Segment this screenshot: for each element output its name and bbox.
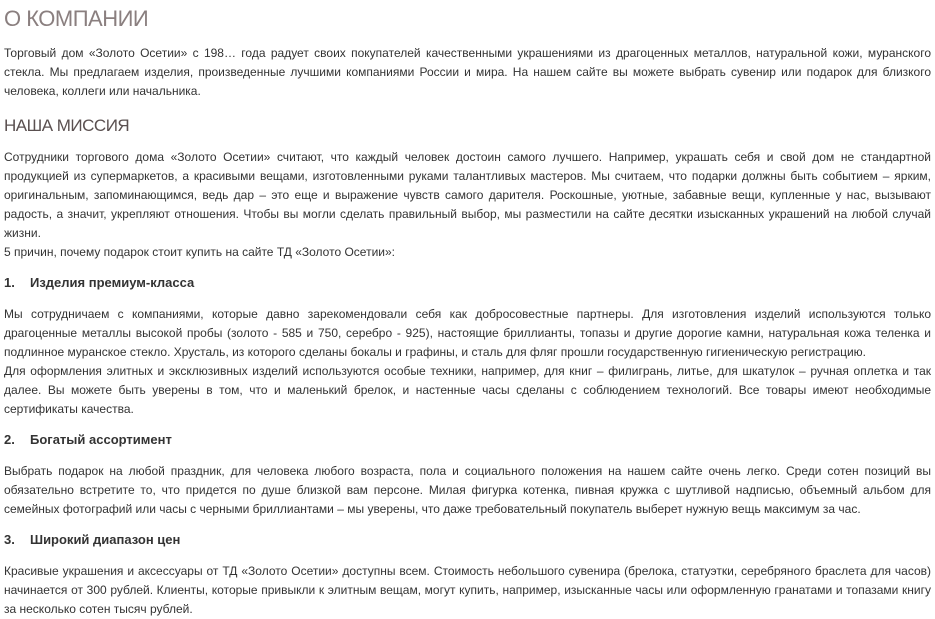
reason-title: Изделия премиум-класса xyxy=(30,275,195,290)
reason-1-paragraph-1: Мы сотрудничаем с компаниями, которые давно зарекомендовали себя как добросовестные партнеры. Для изготовления изделий используются только драгоценные металлы высокой пробы (золото - 585 и 750, серебро - 925), настоящие бриллианты, топазы и другие дорогие камни, натуральная кожа теленка и подлинное муранское стекло. Хрусталь, из которого сделаны бокалы и графины, и сталь для фляг прошли государственную гигиеническую регистрацию. xyxy=(4,307,931,359)
mission-heading: НАША МИССИЯ xyxy=(4,116,130,135)
reason-number: 1. xyxy=(4,275,15,290)
mission-paragraph: Сотрудники торгового дома «Золото Осетии» считают, что каждый человек достоин самого лучшего. Например, украшать себя и свой дом не стандартной продукцией из супермаркетов, а красивыми вещами, изготовленными руками талантливых мастеров. Мы считаем, что подарки должны быть событием – ярким, оригинальным, запоминающимся, ведь дар – это еще и выражение чувств самого дарителя. Роскошные, уютные, забавные вещи, купленные у нас, вызывают радость, а значит, укрепляют отношения. Чтобы вы могли сделать правильный выбор, мы разместили на сайте десятки изысканных украшений на любой случай жизни. xyxy=(4,150,931,240)
reason-heading-3 xyxy=(4,531,931,549)
reason-2-paragraph-1: Выбрать подарок на любой праздник, для человека любого возраста, пола и социального положения на нашем сайте очень легко. Среди сотен позиций вы обязательно встретите то, что придется по душе близкой вам персоне. Милая фигурка котенка, пивная кружка с шутливой надписью, объемный альбом для семейных фотографий или часы с черными бриллиантами – мы уверены, что даже требовательный покупатель выберет нужную вещь максимум за час. xyxy=(4,464,931,516)
page-title: О КОМПАНИИ xyxy=(4,6,149,31)
reason-heading-2 xyxy=(4,431,931,449)
reason-title: Богатый ассортимент xyxy=(30,432,172,447)
reason-3-paragraph-1: Красивые украшения и аксессуары от ТД «Золото Осетии» доступны всем. Стоимость небольшого сувенира (брелока, статуэтки, серебряного браслета для часов) начинается от 300 рублей. Клиенты, которые привыкли к элитным вещам, могут купить, например, изысканные часы или оформленную гранатами и топазами книгу за несколько сотен тысяч рублей. xyxy=(4,564,931,616)
reason-number: 2. xyxy=(4,432,15,447)
reasons-intro: 5 причин, почему подарок стоит купить на сайте ТД «Золото Осетии»: xyxy=(4,245,395,259)
reason-title: Широкий диапазон цен xyxy=(30,532,181,547)
reason-1-paragraph-2: Для оформления элитных и эксклюзивных изделий используются особые техники, например, для книг – филигрань, литье, для шкатулок – ручная оплетка и так далее. Вы можете быть уверены в том, что и маленький брелок, и настенные часы сделаны с соблюдением технологий. Все товары имеют необходимые сертификаты качества. xyxy=(4,364,931,416)
reason-heading-1 xyxy=(4,274,931,292)
intro-paragraph: Торговый дом «Золото Осетии» с 198… года радует своих покупателей качественными украшениями из драгоценных металлов, натуральной кожи, муранского стекла. Мы предлагаем изделия, произведенные лучшими компаниями России и мира. На нашем сайте вы можете выбрать сувенир или подарок для близкого человека, коллеги или начальника. xyxy=(4,46,931,98)
reason-number: 3. xyxy=(4,532,15,547)
